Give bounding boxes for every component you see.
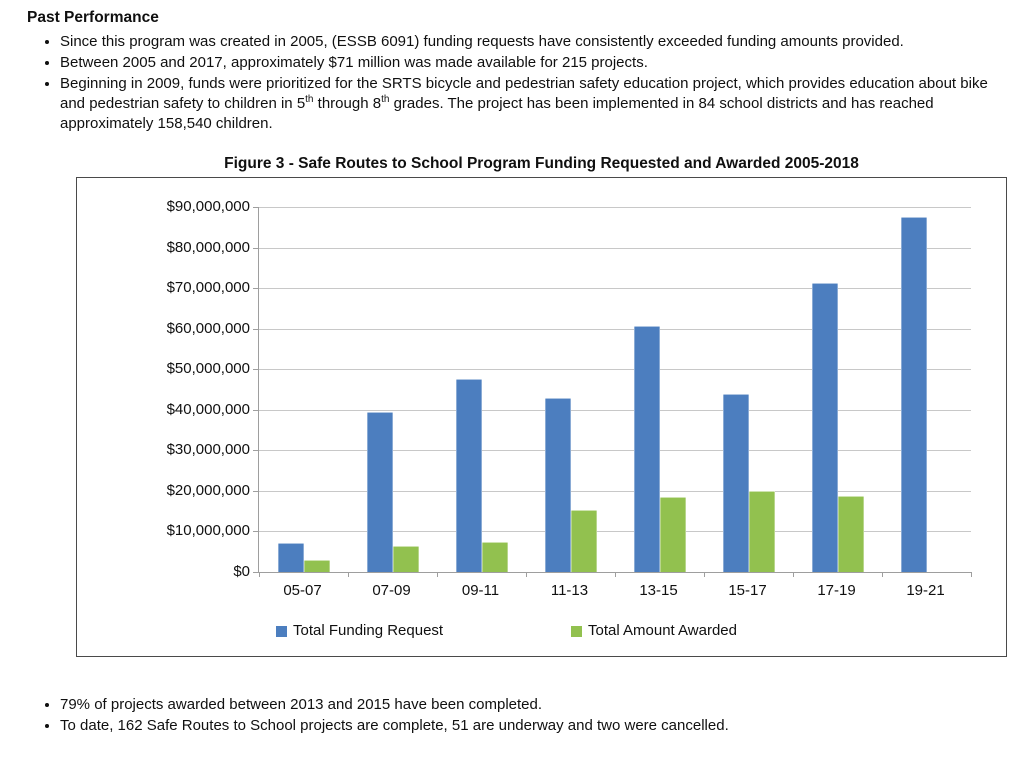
x-axis-tick (526, 572, 527, 577)
bullet-text-segment: through 8 (313, 95, 382, 112)
x-axis-tick (704, 572, 705, 577)
bullet-list-top (27, 32, 1008, 134)
gridline (259, 207, 971, 208)
x-axis-tick-label: 07-09 (372, 582, 411, 599)
bar-total-funding-request (634, 326, 660, 572)
y-axis-tick-label: $70,000,000 (166, 279, 250, 296)
bar-total-amount-awarded (393, 546, 419, 572)
legend-label: Total Amount Awarded (588, 622, 737, 639)
y-axis-tick (253, 369, 258, 370)
legend-marker-green-icon (571, 626, 582, 637)
y-axis-tick-label: $10,000,000 (166, 522, 250, 539)
y-axis-tick-label: $60,000,000 (166, 320, 250, 337)
bar-total-amount-awarded (838, 496, 864, 572)
gridline (259, 450, 971, 451)
bar-total-funding-request (723, 394, 749, 572)
y-axis-tick (253, 207, 258, 208)
y-axis-tick-label: $40,000,000 (166, 401, 250, 418)
y-axis-tick-label: $20,000,000 (166, 482, 250, 499)
legend-item-total-amount-awarded (571, 621, 737, 641)
x-axis-tick (971, 572, 972, 577)
legend-marker-blue-icon (276, 626, 287, 637)
figure-box (76, 177, 1007, 657)
y-axis-tick (253, 288, 258, 289)
x-axis-tick (882, 572, 883, 577)
plot-area (258, 207, 971, 573)
x-axis-tick-label: 09-11 (461, 582, 500, 599)
x-axis-tick-label: 19-21 (906, 582, 945, 599)
gridline (259, 369, 971, 370)
x-axis-tick (615, 572, 616, 577)
x-axis-tick-label: 11-13 (550, 582, 589, 599)
bullet-item: • Between 2005 and 2017, approximately $71 million was made available for 215 projects. (60, 53, 1008, 73)
page-title: Past Performance (27, 9, 159, 26)
bullet-list-bottom (27, 695, 1008, 736)
gridline (259, 531, 971, 532)
gridline (259, 329, 971, 330)
bar-total-amount-awarded (571, 510, 597, 572)
bullet-text-segment: grades. The project has been implemented in 84 school districts and has reached approximately 158,540 children. (60, 95, 934, 132)
y-axis-tick-label: $0 (233, 563, 250, 580)
y-axis-tick (253, 572, 258, 573)
superscript: th (305, 94, 314, 105)
x-axis-tick-label: 17-19 (817, 582, 856, 599)
bullet-item: • 79% of projects awarded between 2013 and 2015 have been completed. (60, 695, 1008, 715)
x-axis-tick-label: 15-17 (728, 582, 767, 599)
y-axis-tick-label: $50,000,000 (166, 360, 250, 377)
gridline (259, 248, 971, 249)
x-axis-tick (348, 572, 349, 577)
y-axis-tick (253, 410, 258, 411)
y-axis-tick (253, 329, 258, 330)
bar-total-amount-awarded (749, 491, 775, 572)
bullet-item: • Since this program was created in 2005, (ESSB 6091) funding requests have consistently exceeded funding amounts provided. (60, 32, 1008, 52)
bar-total-funding-request (367, 412, 393, 572)
figure-title: Figure 3 - Safe Routes to School Program Funding Requested and Awarded 2005-2018 (224, 155, 859, 172)
y-axis-tick (253, 450, 258, 451)
x-axis-tick-label: 05-07 (283, 582, 322, 599)
bar-total-funding-request (812, 283, 838, 572)
y-axis-labels (77, 178, 250, 656)
bar-total-funding-request (278, 543, 304, 572)
legend-label: Total Funding Request (293, 622, 444, 639)
gridline (259, 491, 971, 492)
bullet-item: • To date, 162 Safe Routes to School projects are complete, 51 are underway and two were cancelled. (60, 716, 1008, 736)
gridline (259, 288, 971, 289)
y-axis-tick (253, 491, 258, 492)
x-axis-tick-label: 13-15 (639, 582, 678, 599)
y-axis-tick-label: $30,000,000 (166, 441, 250, 458)
legend-item-total-funding-request (276, 621, 443, 641)
y-axis-tick-label: $80,000,000 (166, 239, 250, 256)
bullet-item (60, 74, 1008, 134)
gridline (259, 410, 971, 411)
superscript: th (381, 94, 390, 105)
y-axis-tick-label: $90,000,000 (166, 198, 250, 215)
bullet-text-segment: Beginning in 2009, funds were prioritized for the SRTS bicycle and pedestrian safety education project, which provides education about bike and pedestrian safety to children in 5 (60, 75, 988, 112)
bar-total-funding-request (901, 217, 927, 572)
bar-total-funding-request (545, 398, 571, 572)
bar-total-amount-awarded (482, 542, 508, 572)
bar-total-amount-awarded (304, 560, 330, 572)
bar-total-amount-awarded (660, 497, 686, 572)
y-axis-tick (253, 531, 258, 532)
y-axis-tick (253, 248, 258, 249)
bar-total-funding-request (456, 379, 482, 572)
x-axis-tick (793, 572, 794, 577)
x-axis-tick (437, 572, 438, 577)
x-axis-tick (259, 572, 260, 577)
x-axis-labels (258, 581, 970, 601)
